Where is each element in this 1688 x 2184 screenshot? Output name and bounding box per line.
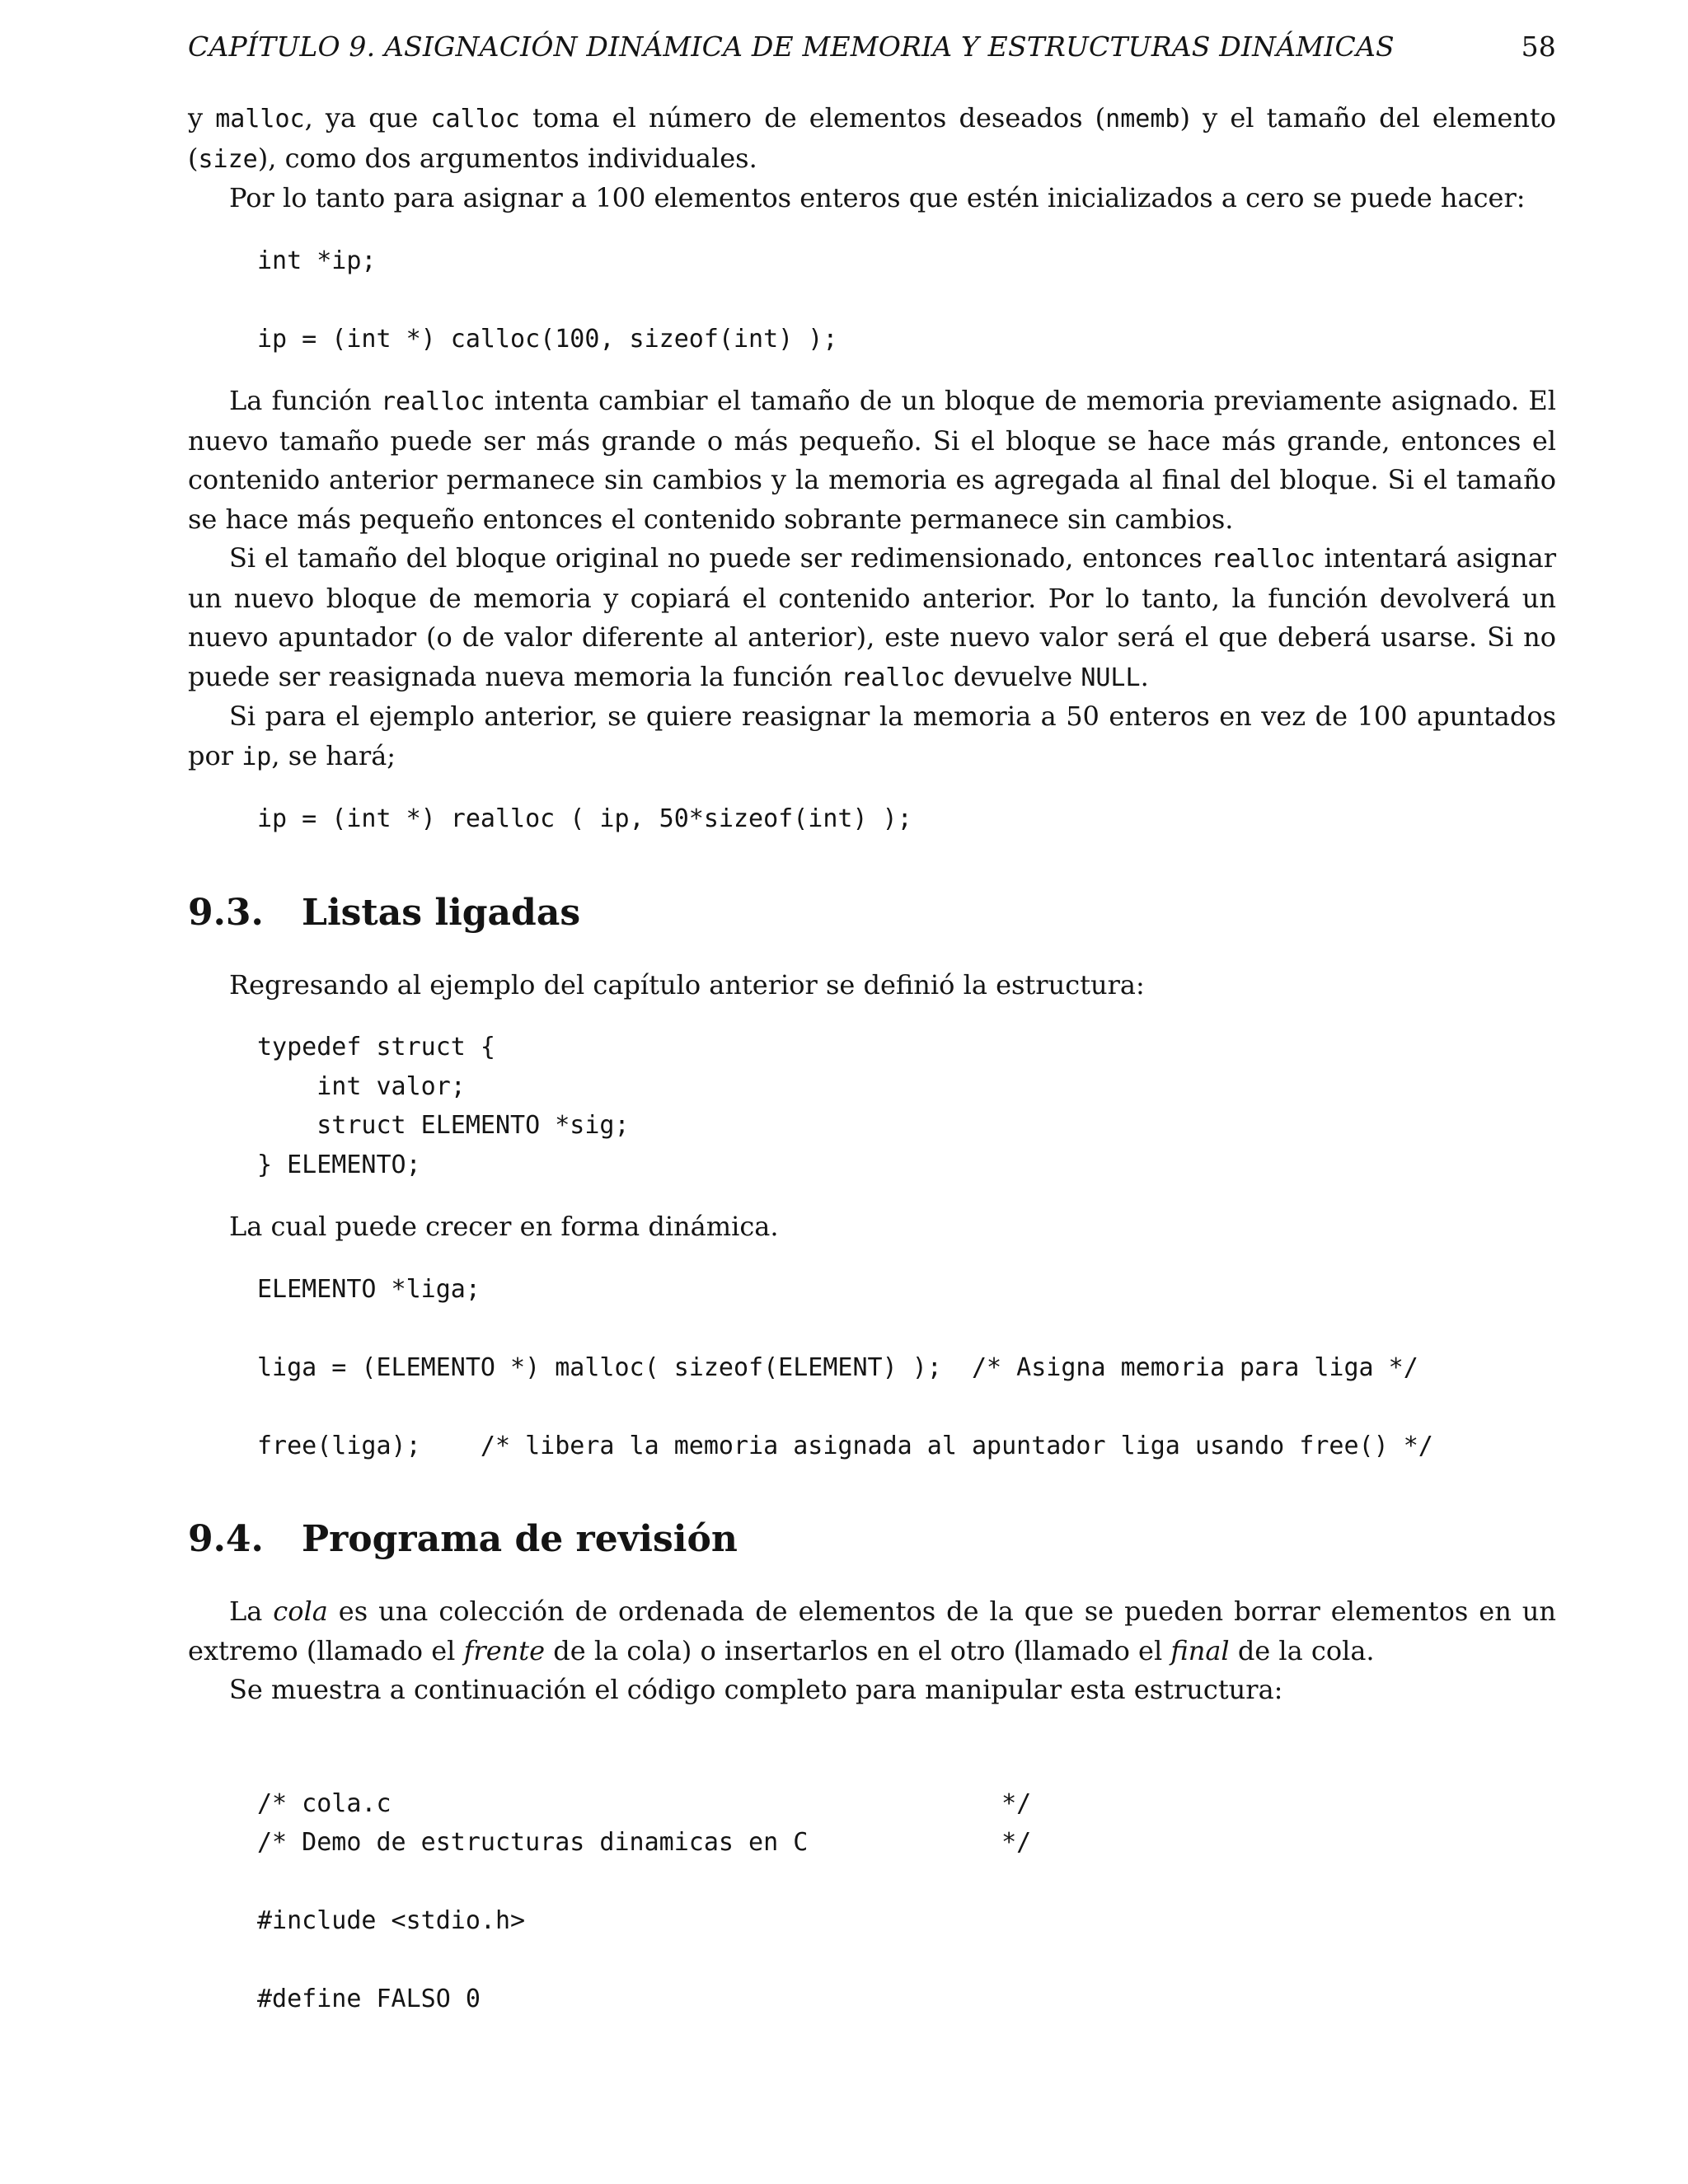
spacer	[188, 936, 1556, 966]
paragraph-calloc-example-intro: Por lo tanto para asignar a 100 elementos enteros que estén inicializados a cero se puede hacer:	[229, 182, 1526, 213]
text-run: devuelve	[945, 660, 1081, 692]
section-heading-programa-revision	[188, 1516, 1556, 1563]
text-run: .	[1140, 660, 1149, 692]
emphasis: frente	[463, 1634, 546, 1666]
code-block-calloc: int *ip; ip = (int *) calloc(100, sizeof(int) );	[257, 246, 838, 354]
text-run: toma el número de elementos deseados (	[519, 102, 1106, 134]
spacer	[188, 1184, 1556, 1207]
spacer	[188, 1710, 1556, 1761]
paragraph-cola-definition	[188, 1592, 1556, 1671]
paragraph-realloc-intro	[188, 382, 1556, 539]
spacer	[188, 359, 1556, 382]
text-run: Si para el ejemplo anterior, se quiere reasignar la memoria a 50 enteros en vez de 100 apuntados por	[188, 701, 1556, 771]
inline-code: NULL	[1081, 663, 1141, 692]
inline-code: realloc	[1211, 545, 1315, 574]
text-run: La	[229, 1596, 274, 1627]
section-number: 9.3.	[188, 891, 264, 934]
spacer	[188, 218, 1556, 241]
text-run: de la cola) o insertarlos en el otro (llamado el	[545, 1634, 1171, 1666]
page-number: 58	[1521, 30, 1556, 63]
spacer	[188, 1465, 1556, 1516]
spacer	[188, 1247, 1556, 1270]
inline-code: calloc	[430, 105, 520, 134]
spacer	[188, 776, 1556, 799]
code-block-struct: typedef struct { int valor; struct ELEMENTO *sig; } ELEMENTO;	[257, 1033, 630, 1179]
paragraph-dynamic-growth: La cual puede crecer en forma dinámica.	[229, 1211, 779, 1242]
text-run: es una colección de ordenada de elementos de la que se pueden borrar elementos en un extremo (llamado el	[188, 1596, 1557, 1666]
inline-code: size	[198, 144, 258, 174]
inline-code: nmemb	[1105, 105, 1180, 134]
inline-code: malloc	[215, 105, 305, 134]
chapter-title: CAPÍTULO 9. ASIGNACIÓN DINÁMICA DE MEMORIA Y ESTRUCTURAS DINÁMICAS	[188, 30, 1395, 63]
section-title: Programa de revisión	[302, 1518, 738, 1560]
paragraph-realloc-example-intro	[188, 697, 1556, 776]
running-header	[188, 23, 1556, 69]
section-number: 9.4.	[188, 1518, 264, 1560]
emphasis: cola	[273, 1596, 328, 1627]
spacer	[188, 1761, 1556, 1784]
code-block-cola: /* cola.c */ /* Demo de estructuras dinamicas en C */ #include <stdio.h> #define FALSO 0	[257, 1788, 1032, 2013]
text-run: , se hará;	[271, 739, 396, 771]
spacer	[188, 1563, 1556, 1592]
spacer	[188, 1005, 1556, 1028]
code-block-liga: ELEMENTO *liga; liga = (ELEMENTO *) malloc( sizeof(ELEMENT) ); /* Asigna memoria para liga */ free(liga); /* libera la memoria asignada al apuntador liga usando free() */	[257, 1274, 1433, 1460]
text-run: y	[188, 102, 216, 134]
text-run: de la cola.	[1229, 1634, 1375, 1666]
inline-code: realloc	[841, 663, 945, 692]
code-block-realloc: ip = (int *) realloc ( ip, 50*sizeof(int) );	[257, 804, 912, 833]
section-heading-listas-ligadas	[188, 890, 1556, 936]
paragraph-realloc-resize	[188, 539, 1556, 697]
paragraph-struct-intro: Regresando al ejemplo del capítulo anterior se definió la estructura:	[229, 968, 1145, 1001]
text-run: intentará asignar un nuevo bloque de memoria y copiará el contenido anterior. Por lo tanto, la función devolverá un nuevo apuntador (o de valor diferente al anterior), este nuevo valor será el que deberá usarse. Si no puede ser reasignada nueva memoria la función	[188, 542, 1557, 692]
text-run: ) y el tamaño del elemento (	[188, 102, 1557, 174]
page-body	[188, 99, 1556, 2019]
spacer	[188, 839, 1556, 890]
inline-code: ip	[241, 742, 272, 771]
text-run: ), como dos argumentos individuales.	[257, 142, 757, 174]
text-run: , ya que	[304, 102, 431, 134]
text-run: Si el tamaño del bloque original no puede ser redimensionado, entonces	[229, 542, 1212, 574]
emphasis: final	[1170, 1634, 1230, 1666]
paragraph-code-intro: Se muestra a continuación el código completo para manipular esta estructura:	[229, 1674, 1283, 1705]
text-run: La función	[229, 385, 381, 416]
inline-code: realloc	[380, 387, 485, 416]
paragraph-calloc-args	[188, 99, 1556, 179]
section-title: Listas ligadas	[302, 891, 581, 934]
text-run: intenta cambiar el tamaño de un bloque de memoria previamente asignado. El nuevo tamaño puede ser más grande o más pequeño. Si el bloque se hace más grande, entonces el contenido anterior permanece sin cambios y la memoria es agregada al final del bloque. Si el tamaño se hace más pequeño entonces el contenido sobrante permanece sin cambios.	[188, 385, 1557, 535]
